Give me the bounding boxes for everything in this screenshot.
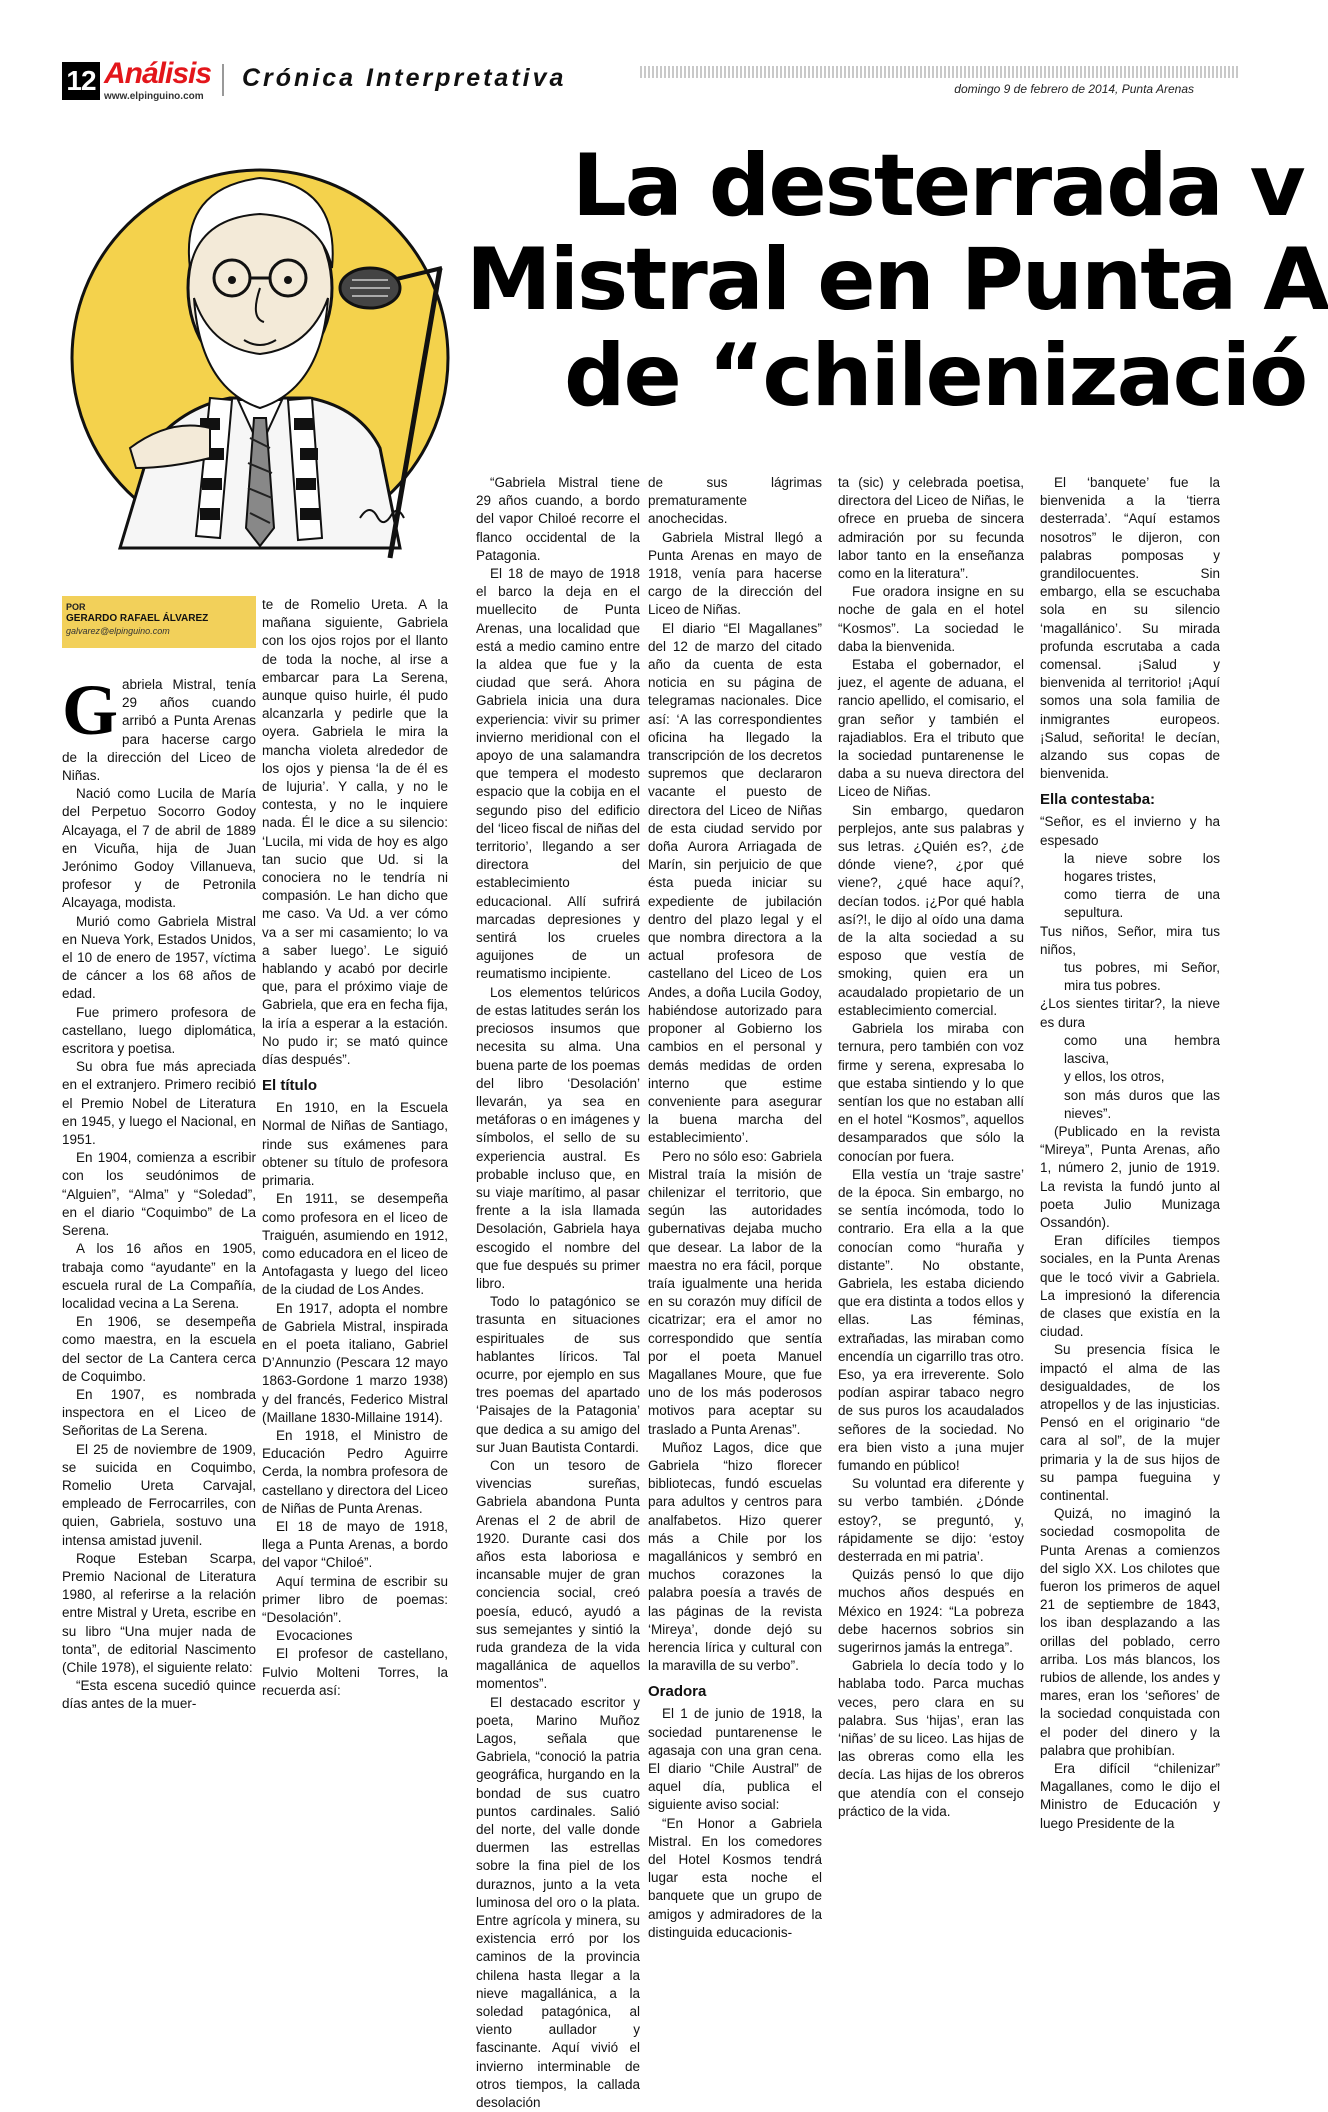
byline-email[interactable]: galvarez@elpinguino.com: [66, 626, 170, 636]
headline-line-3: de “chilenizació: [564, 326, 1307, 426]
paragraph: Sin embargo, quedaron perplejos, ante sus palabras y sus letras. ¿Quién es?, ¿de dónde viene?, ¿por qué viene?, ¿qué hace aquí?, decían todos. ¡¿Por qué habla así?!, le dijo al oído una dama de la alta sociedad a su esposo que vestía de smoking, quien era un acaudalado propietario de un establecimiento comercial.: [838, 802, 1024, 1018]
byline-label: POR: [66, 602, 86, 612]
poem-verse: y ellos, los otros,: [1064, 1069, 1165, 1085]
headline-line-1: La desterrada v: [572, 136, 1304, 236]
section-title: Crónica Interpretativa: [242, 64, 567, 92]
page-number: 12: [62, 62, 100, 100]
paragraph: Gabriela los miraba con ternura, pero también con voz firme y serena, expresaba lo que estaba sintiendo y lo que sentían los que no estaban allí en el hotel “Kosmos”, aquellos desamparados que sólo la conocían por fuera.: [838, 1021, 1024, 1164]
paragraph: El 18 de mayo de 1918 el barco la deja en el muellecito de Punta Arenas, una localidad que está a medio camino entre la aldea que fue y la ciudad que será. Ahora Gabriela inicia una dura experiencia: vivir su primer invierno meridional con el apoyo de una salamandra que tempera el modesto espacio que la cobija en el segundo piso del edificio del ‘liceo fiscal de niñas del territorio’, llegando a ser directora del establecimiento educacional. Allí sufrirá marcadas depresiones y sentirá los crueles aguijones de un reumatismo incipiente.: [476, 566, 640, 982]
paragraph: Gabriela Mistral llegó a Punta Arenas en mayo de 1918, venía para hacerse cargo de la dirección del Liceo de Niñas.: [648, 529, 822, 618]
newspaper-url[interactable]: www.elpinguino.com: [104, 91, 204, 102]
paragraph: Gabriela lo decía todo y lo hablaba todo. Parca muchas veces, pero clara en su palabra. Sus ‘hijas’, eran las ‘niñas’ de su liceo. Las hijas de las obreras como ella les decía. Las hijas de los obreros que atendía con el consejo práctico de la vida.: [838, 1658, 1024, 1819]
poem-verse: la nieve sobre los hogares tristes,: [1064, 850, 1220, 885]
paragraph: Estaba el gobernador, el juez, el agente de aduana, el rancio apellido, el comisario, el gran señor y también el rajadiablos. Era el tributo que la sociedad puntarenense le daba a su nueva directora del Liceo de Niñas.: [838, 657, 1024, 800]
article-column-1: [62, 670, 256, 1712]
paragraph: El profesor de castellano, Fulvio Molteni Torres, la recuerda así:: [262, 1646, 448, 1698]
paragraph: El diario “El Magallanes” del 12 de marzo del citado año da cuenta de esta noticia en su página de telegramas nacionales. Dice así: ‘A las correspondientes oficina ha llegado la transcripción de los decretos supremos que declararon vacante el puesto de directora del Liceo de Niñas de esta ciudad servido por doña Aurora Arriagada de Marín, sin perjuicio de que ésta pueda iniciar su expediente de jubilación dentro del plazo legal y el que nombra directora a la actual profesora de castellano del Liceo de Los Andes, a doña Lucila Godoy, habiéndose autorizado para proponer al Gobierno los cambios en el personal y demás medidas de orden interno que estime conveniente para asegurar la buena marcha del establecimiento’.: [648, 620, 822, 1146]
paragraph: En 1904, comienza a escribir con los seudónimos de “Alguien”, “Alma” y “Soledad”, en el diario “Coquimbo” de La Serena.: [62, 1150, 256, 1239]
subheading: El título: [262, 1077, 317, 1095]
paragraph: En 1918, el Ministro de Educación Pedro Aguirre Cerda, la nombra profesora de castellano y directora del Liceo de Niñas de Punta Arenas.: [262, 1427, 448, 1516]
paragraph: En 1907, es nombrada inspectora en el Liceo de Señoritas de La Serena.: [62, 1386, 256, 1439]
caricature-man-microphone-illustration: [60, 118, 490, 558]
article-column-5: [838, 474, 1024, 1819]
paragraph: En 1910, en la Escuela Normal de Niñas de Santiago, rinde sus exámenes para obtener su título de profesora primaria.: [262, 1100, 448, 1189]
paragraph: El 1 de junio de 1918, la sociedad puntarenense le agasaja con una gran cena. El diario “Chile Austral” de aquel día, publica el siguiente aviso social:: [648, 1706, 822, 1813]
paragraph: A los 16 años en 1905, trabaja como “ayudante” en la escuela rural de La Compañía, localidad vecina a La Serena.: [62, 1241, 256, 1311]
paragraph: “Gabriela Mistral tiene 29 años cuando, a bordo del vapor Chiloé recorre el flanco occidental de la Patagonia.: [476, 475, 640, 563]
paragraph: El 18 de mayo de 1918, llega a Punta Arenas, a bordo del vapor “Chiloé”.: [262, 1518, 448, 1571]
poem-verse: tus pobres, mi Señor, mira tus pobres.: [1064, 960, 1220, 994]
paragraph: Muñoz Lagos, dice que Gabriela “hizo florecer bibliotecas, fundó escuelas para adultos y centros para analfabetos. Hizo querer más a Chile por los magallánicos y sembró en muchos corazones la palabra poesía a través de las páginas de la revista ‘Mireya’, donde dejó su herencia lírica y cultural con la maravilla de su verbo”.: [648, 1439, 822, 1674]
paragraph: de sus lágrimas prematuramente anochecidas.: [648, 475, 822, 527]
paragraph: Los elementos telúricos de estas latitudes serán los preciosos insumos que necesita su alma. Una buena parte de los poemas del libro ‘Desolación’ llevarán, ya sea en metáforas o en imágenes y símbolos, el sello de su experiencia austral. Es probable incluso que, en su viaje marítimo, al pasar frente a la isla llamada Desolación, Gabriela haya escogido el nombre del que fue después su primer libro.: [476, 984, 640, 1291]
poem-verse: “Señor, es el invierno y ha espesado: [1040, 814, 1220, 848]
paragraph: (Publicado en la revista “Mireya”, Punta Arenas, año 1, número 2, junio de 1919. La revista la fundó junto al poeta Julio Munizaga Ossandón).: [1040, 1123, 1220, 1230]
poem-verse: como tierra de una sepultura.: [1064, 887, 1220, 921]
paragraph: En 1911, se desempeña como profesora en el liceo de Traiguén, asumiendo en 1912, como educadora en el liceo de Antofagasta y luego del liceo de la ciudad de Los Andes.: [262, 1191, 448, 1298]
paragraph: El ‘banquete’ fue la bienvenida a la ‘tierra desterrada’. “Aquí estamos nosotros” le dijeron, con palabras pomposas y grandilocuentes. Sin embargo, ella se escuchaba sola en su silencio ‘magallánico’. Su mirada profunda escrutaba a cada comensal. ¡Salud y bienvenida al territorio! ¡Aquí somos una sola familia de inmigrantes europeos. ¡Salud, señorita! le decían, alzando sus copas de bienvenida.: [1040, 475, 1220, 782]
drop-cap: G: [62, 670, 119, 750]
paragraph: ta (sic) y celebrada poetisa, directora del Liceo de Niñas, le ofrece en prueba de sincera admiración por su fecunda labor tanto en la enseñanza como en la literatura”.: [838, 475, 1024, 582]
byline-box: [62, 596, 256, 648]
header-divider: [222, 64, 224, 96]
paragraph: Su obra fue más apreciada en el extranjero. Primero recibió el Premio Nobel de Literatura en 1945, y luego el Nacional, en 1951.: [62, 1059, 256, 1148]
paragraph: Pero no sólo eso: Gabriela Mistral traía la misión de chilenizar el territorio, que según las autoridades gubernativas dejaba mucho que desear. La labor de la maestra no era fácil, porque traía igualmente una herida en su corazón muy difícil de cicatrizar; era el amor no correspondido que sentía por el poeta Manuel Magallanes Moure, que fue uno de los más poderosos motivos para aceptar su traslado a Punta Arenas”.: [648, 1148, 822, 1437]
header-pattern-bar: [640, 66, 1240, 78]
poem-verse: son más duros que las nieves”.: [1064, 1087, 1220, 1121]
paragraph: Evocaciones: [276, 1628, 353, 1644]
paragraph: Nació como Lucila de María del Perpetuo Socorro Godoy Alcayaga, el 7 de abril de 1889 en Vicuña, hija de Juan Jerónimo Godoy Villanueva, profesor y de Petronila Alcayaga, modista.: [62, 786, 256, 911]
paragraph: Era difícil “chilenizar” Magallanes, como le dijo el Ministro de Educación y luego Presidente de la: [1040, 1761, 1220, 1831]
paragraph: Su voluntad era diferente y su verbo también. ¿Dónde estoy?, se preguntó, y, rápidamente se dijo: ‘estoy desterrada en mi patria’.: [838, 1476, 1024, 1564]
paragraph: Su presencia física le impactó el alma de las desigualdades, de los atropellos y de las injusticias. Pensó en el originario “de cara al sol”, de la mujer primaria y la de sus hijos de su pampa fueguina y continental.: [1040, 1342, 1220, 1503]
poem-verse: ¿Los sientes tiritar?, la nieve es dura: [1040, 996, 1220, 1030]
paragraph-text: abriela Mistral, tenía 29 años cuando arribó a Punta Arenas para hacerse cargo de la dirección del Liceo de Niñas.: [62, 677, 256, 784]
paragraph: Quizá, no imaginó la sociedad cosmopolita de Punta Arenas a comienzos del siglo XX. Los chilotes que fueron los primeros de aquel 21 de septiembre de 1843, los iban desplazando a las orillas del poblado, cerro arriba. Los más blancos, los rubios de allende, los andes y mares, eran los ‘señores’ de la sociedad conquistada con el poder del dinero y la palabra que prohibían.: [1040, 1506, 1220, 1758]
paragraph: Roque Esteban Scarpa, Premio Nacional de Literatura 1980, al referirse a la relación entre Mistral y Ureta, escribe en su libro “Una mujer nada de tonta”, de editorial Nascimento (Chile 1978), el siguiente relato:: [62, 1550, 256, 1675]
issue-date: domingo 9 de febrero de 2014, Punta Arenas: [954, 82, 1194, 96]
paragraph: Fue primero profesora de castellano, luego diplomática, escritora y poetisa.: [62, 1004, 256, 1057]
article-column-4: [648, 474, 822, 1940]
poem-verse: Tus niños, Señor, mira tus niños,: [1040, 923, 1220, 957]
paragraph: “Esta escena sucedió quince días antes de la muer-: [62, 1678, 256, 1712]
article-column-2: [262, 596, 448, 1698]
headline-line-2: Mistral en Punta A: [466, 230, 1328, 330]
paragraph: Todo lo patagónico se trasunta en situaciones espirituales de sus hablantes líricos. Tal ocurre, por ejemplo en sus tres poemas del apartado ‘Paisajes de la Patagonia’ que dedica a su amigo del sur Juan Bautista Contardi.: [476, 1294, 640, 1455]
paragraph: Con un tesoro de vivencias sureñas, Gabriela abandona Punta Arenas el 2 de abril de 1920. Durante casi dos años esta laboriosa e incansable mujer de gran conciencia social, creó poesía, educó, ayudó a sus semejantes y sintió la ruda grandeza de la vida magallánica de aquellos momentos”.: [476, 1457, 640, 1692]
paragraph: En 1906, se desempeña como maestra, en la escuela del sector de La Cantera cerca de Coquimbo.: [62, 1314, 256, 1384]
byline-author: GERARDO RAFAEL ÁLVAREZ: [66, 613, 209, 624]
headline: [460, 130, 1328, 430]
paragraph: Quizás pensó lo que dijo muchos años después en México en 1924: “La pobreza debe hacernos sobrios sin sugerirnos jamás la entrega”.: [838, 1567, 1024, 1655]
paragraph: Aquí termina de escribir su primer libro de poemas: “Desolación”.: [262, 1573, 448, 1625]
article-column-3: [476, 474, 640, 2111]
paragraph: “En Honor a Gabriela Mistral. En los comedores del Hotel Kosmos tendrá lugar esta noche el banquete que un grupo de amigos y admiradores de la distinguida educacionis-: [648, 1815, 822, 1940]
subheading: Ella contestaba:: [1040, 791, 1156, 809]
poem-verse: como una hembra lasciva,: [1064, 1032, 1220, 1067]
paragraph: En 1917, adopta el nombre de Gabriela Mistral, inspirada en el poeta italiano, Gabriel D’Annunzio (Pescara 12 mayo 1863-Gordone 1 marzo 1938) y del francés, Federico Mistral (Maillane 1830-Millaine 1914).: [262, 1300, 448, 1425]
paragraph: Fue oradora insigne en su noche de gala en el hotel “Kosmos”. La sociedad le daba la bienvenida.: [838, 584, 1024, 654]
subheading: Oradora: [648, 1683, 707, 1701]
paragraph: [62, 670, 256, 785]
paragraph: Ella vestía un ‘traje sastre’ de la época. Sin embargo, no se sentía incómoda, todo lo contrario. Era ella a la que conocían como “huraña y distante”. No obstante, Gabriela, les estaba diciendo que era distinta a todos ellos y ellas. Las féminas, extrañadas, las miraban como encendía un cigarrillo tras otro. Eso, ya era irreverente. Solo podían aspirar tabaco negro de sus puros los acaudalados señores de la sociedad. No era bien visto a ¡una mujer fumando en público!: [838, 1166, 1024, 1473]
newspaper-logo[interactable]: Análisis: [104, 57, 212, 90]
paragraph: te de Romelio Ureta. A la mañana siguiente, Gabriela con los ojos rojos por el llanto de toda la noche, al irse a embarcar para La Serena, aunque quiso huirle, él pudo alcanzarla y pedirle que la oyera. Gabriela le mira la mancha violeta alrededor de los ojos y piensa ‘la de él es de lujuria’. Y calla, y no le contesta, y no le inquiere nada. Él le dice a su silencio: ‘Lucila, mi vida de hoy es algo tan sucio que Ud. si la conociera no le tendría ni compasión. Le han dicho que me caso. Va Ud. a ver cómo va a ser mi casamiento; lo va a saber luego’. Le siguió hablando y acabó por decirle que, para el próximo viaje de Gabriela, que era en fecha fija, la iría a esperar a la estación. No pudo ir; se mató quince días después”.: [262, 597, 448, 1068]
caricature-illustration: [60, 118, 490, 558]
paragraph: El 25 de noviembre de 1909, se suicida en Coquimbo, Romelio Ureta Carvajal, empleado de Ferrocarriles, con quien, Gabriela, sostuvo una intensa amistad juvenil.: [62, 1441, 256, 1548]
paragraph: El destacado escritor y poeta, Marino Muñoz Lagos, señala que Gabriela, “conoció la patria geográfica, hurgando en la bondad de sus cuatro puntos cardinales. Salió del norte, del valle donde duermen las estrellas sobre la fina piel de los duraznos, junto a la veta luminosa del oro o la plata. Entre agrícola y minera, su existencia erró por los caminos de la provincia chilena hasta llegar a la nieve magallánica, a la soledad patagónica, al viento aullador y fascinante. Aquí vivió el invierno interminable de otros tiempos, la callada desolación: [476, 1694, 640, 2111]
paragraph: Eran difíciles tiempos sociales, en la Punta Arenas que le tocó vivir a Gabriela. La impresionó la diferencia de clases que existía en la ciudad.: [1040, 1233, 1220, 1340]
article-column-6: [1040, 474, 1220, 1831]
paragraph: Murió como Gabriela Mistral en Nueva York, Estados Unidos, el 10 de enero de 1957, víctima de cáncer a los 68 años de edad.: [62, 913, 256, 1002]
